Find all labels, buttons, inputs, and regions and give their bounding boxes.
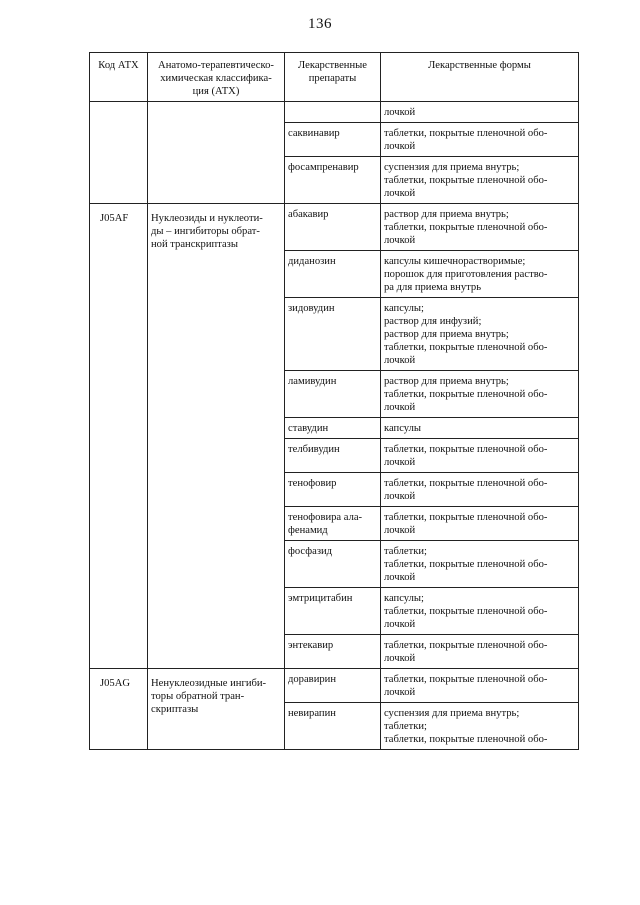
page-number: 136	[308, 16, 332, 32]
drug-forms: капсулы	[381, 418, 579, 439]
drug-forms: суспензия для приема внутрь; таблетки, покрытые пленочной обо- лочкой	[381, 157, 579, 204]
atc-code: J05AF	[90, 204, 148, 669]
drug-forms: таблетки, покрытые пленочной обо- лочкой	[381, 507, 579, 541]
drug-name: невирапин	[285, 703, 381, 750]
drug-forms: капсулы; раствор для инфузий; раствор для приема внутрь; таблетки, покрытые пленочной обо- лочкой	[381, 298, 579, 371]
drug-forms: таблетки; таблетки, покрытые пленочной обо- лочкой	[381, 541, 579, 588]
code-cell-empty	[90, 102, 148, 204]
atc-code: J05AG	[90, 669, 148, 750]
drug-forms: таблетки, покрытые пленочной обо- лочкой	[381, 635, 579, 669]
drug-name: диданозин	[285, 251, 381, 298]
table-row	[90, 102, 579, 123]
drug-name: телбивудин	[285, 439, 381, 473]
drug-name: тенофовир	[285, 473, 381, 507]
drug-forms: таблетки, покрытые пленочной обо- лочкой	[381, 669, 579, 703]
drug-name: зидовудин	[285, 298, 381, 371]
drug-name: абакавир	[285, 204, 381, 251]
drug-name: тенофовира ала- фенамид	[285, 507, 381, 541]
atc-classification: Нуклеозиды и нуклеоти- ды – ингибиторы обрат- ной транскриптазы	[148, 204, 285, 669]
drug-forms: лочкой	[381, 102, 579, 123]
drug-name: ламивудин	[285, 371, 381, 418]
atc-classification: Ненуклеозидные ингиби- торы обратной тран- скриптазы	[148, 669, 285, 750]
drug-name: эмтрицитабин	[285, 588, 381, 635]
drug-forms: таблетки, покрытые пленочной обо- лочкой	[381, 439, 579, 473]
drug-forms: раствор для приема внутрь; таблетки, покрытые пленочной обо- лочкой	[381, 371, 579, 418]
classification-cell-empty	[148, 102, 285, 204]
drug-name: ставудин	[285, 418, 381, 439]
drug-forms: раствор для приема внутрь; таблетки, покрытые пленочной обо- лочкой	[381, 204, 579, 251]
drug-forms: капсулы кишечнорастворимые; порошок для приготовления раство- ра для приема внутрь	[381, 251, 579, 298]
header-code: Код АТХ	[90, 53, 148, 102]
drug-forms: суспензия для приема внутрь; таблетки; таблетки, покрытые пленочной обо-	[381, 703, 579, 750]
drug-name: саквинавир	[285, 123, 381, 157]
atc-drug-table	[89, 52, 579, 750]
drug-name: энтекавир	[285, 635, 381, 669]
drug-forms: таблетки, покрытые пленочной обо- лочкой	[381, 473, 579, 507]
table-row	[90, 669, 579, 703]
header-forms: Лекарственные формы	[381, 53, 579, 102]
drug-forms: капсулы; таблетки, покрытые пленочной обо- лочкой	[381, 588, 579, 635]
table-header-row	[90, 53, 579, 102]
drug-forms: таблетки, покрытые пленочной обо- лочкой	[381, 123, 579, 157]
header-drugs: Лекарственные препараты	[285, 53, 381, 102]
table-body	[90, 102, 579, 750]
table-row	[90, 204, 579, 251]
drug-name	[285, 102, 381, 123]
header-classification: Анатомо-терапевтическо- химическая классифика- ция (АТХ)	[148, 53, 285, 102]
drug-name: фосампренавир	[285, 157, 381, 204]
drug-name: доравирин	[285, 669, 381, 703]
drug-name: фосфазид	[285, 541, 381, 588]
